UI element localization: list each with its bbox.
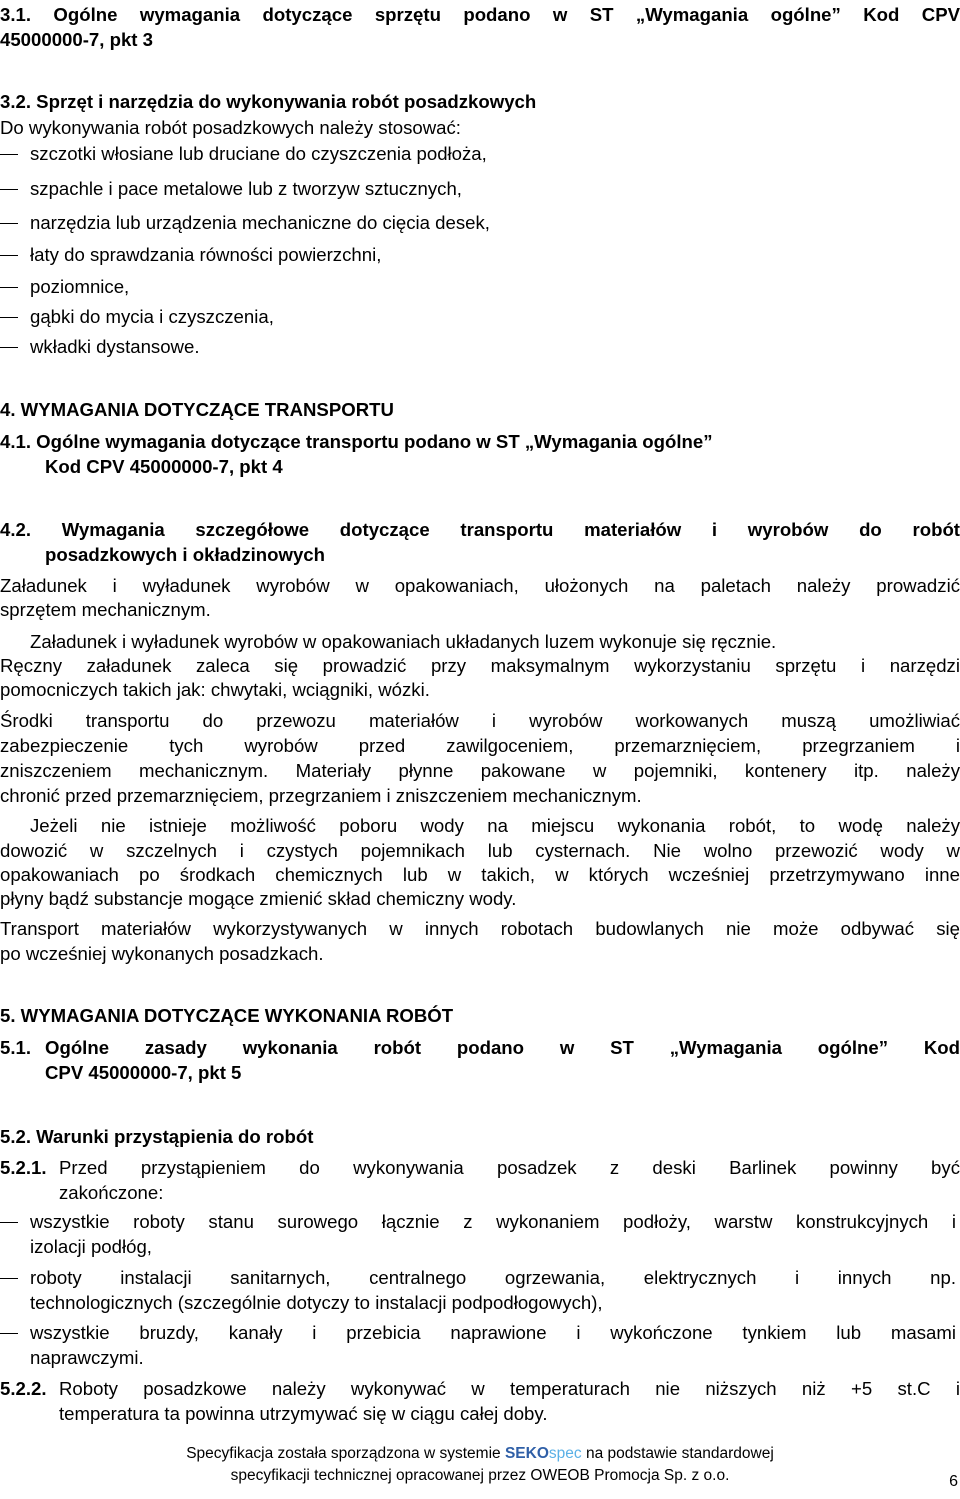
section-3-1-heading-line1: 3.1. Ogólne wymagania dotyczące sprzętu podano w ST „Wymagania ogólne” Kod CPV [0, 4, 960, 25]
list-item: szczotki włosiane lub druciane do czyszczenia podłoża, [30, 143, 487, 164]
paragraph-line: Ręczny załadunek zaleca się prowadzić przy maksymalnym wykorzystaniu sprzętu i narzędzi [0, 655, 960, 676]
footer-text: na podstawie standardowej [585, 1445, 774, 1462]
dash-bullet [0, 189, 18, 190]
paragraph-line: Jeżeli nie istnieje możliwość poboru wody na miejscu wykonania robót, to wodę należy [30, 815, 960, 836]
list-item: łaty do sprawdzania równości powierzchni, [30, 244, 382, 265]
list-item: wszystkie bruzdy, kanały i przebicia naprawione i wykończone tynkiem lub masami [30, 1322, 956, 1343]
paragraph-line: po wcześniej wykonanych posadzkach. [0, 943, 324, 964]
list-item: gąbki do mycia i czyszczenia, [30, 306, 274, 327]
list-item: roboty instalacji sanitarnych, centralnego ogrzewania, elektrycznych i innych np. [30, 1267, 956, 1288]
paragraph-line: dowozić w szczelnych i czystych pojemnikach lub cysternach. Nie wolno przewozić wody w [0, 840, 960, 861]
section-5-heading: 5. WYMAGANIA DOTYCZĄCE WYKONANIA ROBÓT [0, 1005, 454, 1026]
dash-bullet [0, 287, 18, 288]
list-item: wkładki dystansowe. [30, 336, 200, 357]
dash-bullet [0, 347, 18, 348]
dash-bullet [0, 1222, 18, 1223]
section-5-2-1-line2: zakończone: [59, 1182, 164, 1203]
list-item: narzędzia lub urządzenia mechaniczne do cięcia desek, [30, 212, 490, 233]
section-4-2-heading-line2: posadzkowych i okładzinowych [45, 544, 325, 565]
paragraph-line: płyny bądź substancje mogące zmienić skład chemiczny wody. [0, 888, 517, 909]
section-4-heading: 4. WYMAGANIA DOTYCZĄCE TRANSPORTU [0, 399, 394, 420]
footer-line1 [0, 1444, 960, 1464]
section-5-2-heading: 5.2. Warunki przystąpienia do robót [0, 1126, 314, 1147]
list-item-continuation: naprawczymi. [30, 1347, 144, 1368]
section-3-2-intro: Do wykonywania robót posadzkowych należy stosować: [0, 117, 461, 138]
section-5-2-1-number: 5.2.1. [0, 1157, 47, 1178]
dash-bullet [0, 1278, 18, 1279]
section-5-1-number: 5.1. [0, 1037, 32, 1058]
paragraph-line: zabezpieczenie tych wyrobów przed zawilgoceniem, przemarznięciem, przegrzaniem i [0, 735, 960, 756]
section-4-1-heading-line1: 4.1. Ogólne wymagania dotyczące transportu podano w ST „Wymagania ogólne” [0, 431, 713, 452]
dash-bullet [0, 223, 18, 224]
list-item-continuation: izolacji podłóg, [30, 1236, 152, 1257]
paragraph-line: Transport materiałów wykorzystywanych w innych robotach budowlanych nie może odbywać się [0, 918, 960, 939]
paragraph-line: Załadunek i wyładunek wyrobów w opakowaniach układanych luzem wykonuje się ręcznie. [30, 631, 777, 652]
dash-bullet [0, 317, 18, 318]
paragraph-line: zniszczeniem mechanicznym. Materiały płynne pakowane w pojemniki, kontenery itp. należy [0, 760, 960, 781]
section-4-1-heading-line2: Kod CPV 45000000-7, pkt 4 [45, 456, 283, 477]
section-5-2-2-line2: temperatura ta powinna utrzymywać się w ciągu całej doby. [59, 1403, 548, 1424]
dash-bullet [0, 255, 18, 256]
section-5-2-2-number: 5.2.2. [0, 1378, 47, 1399]
list-item: wszystkie roboty stanu surowego łącznie z wykonaniem podłoży, warstw konstrukcyjnych i [30, 1211, 956, 1232]
paragraph-line: Załadunek i wyładunek wyrobów w opakowaniach, ułożonych na paletach należy prowadzić [0, 575, 960, 596]
footer-line2: specyfikacji technicznej opracowanej przez OWEOB Promocja Sp. z o.o. [230, 1467, 730, 1484]
paragraph-line: Środki transportu do przewozu materiałów i wyrobów workowanych muszą umożliwiać [0, 710, 960, 731]
list-item: szpachle i pace metalowe lub z tworzyw sztucznych, [30, 178, 462, 199]
sekospec-logo: SEKOspec [504, 1445, 582, 1462]
dash-bullet [0, 1333, 18, 1334]
dash-bullet [0, 154, 18, 155]
page-number: 6 [949, 1473, 958, 1490]
section-5-2-1-line1: Przed przystąpieniem do wykonywania posadzek z deski Barlinek powinny być [59, 1157, 960, 1178]
paragraph-line: sprzętem mechanicznym. [0, 599, 211, 620]
section-4-2-heading-line1: 4.2. Wymagania szczegółowe dotyczące transportu materiałów i wyrobów do robót [0, 519, 960, 540]
section-5-2-2-line1: Roboty posadzkowe należy wykonywać w temperaturach nie niższych niż +5 st.C i [59, 1378, 960, 1399]
section-3-2-heading: 3.2. Sprzęt i narzędzia do wykonywania robót posadzkowych [0, 91, 537, 112]
footer-text: Specyfikacja została sporządzona w systemie [186, 1445, 501, 1462]
paragraph-line: opakowaniach po środkach chemicznych lub w takich, w których wcześniej przetrzymywano inne [0, 864, 960, 885]
section-3-1-heading-line2: 45000000-7, pkt 3 [0, 29, 153, 50]
section-5-1-heading-line1: Ogólne zasady wykonania robót podano w ST „Wymagania ogólne” Kod [45, 1037, 960, 1058]
list-item: poziomnice, [30, 276, 130, 297]
section-5-1-heading-line2: CPV 45000000-7, pkt 5 [45, 1062, 242, 1083]
list-item-continuation: technologicznych (szczególnie dotyczy to instalacji podpodłogowych), [30, 1292, 603, 1313]
paragraph-line: pomocniczych takich jak: chwytaki, wciągniki, wózki. [0, 679, 430, 700]
paragraph-line: chronić przed przemarznięciem, przegrzaniem i zniszczeniem mechanicznym. [0, 785, 642, 806]
